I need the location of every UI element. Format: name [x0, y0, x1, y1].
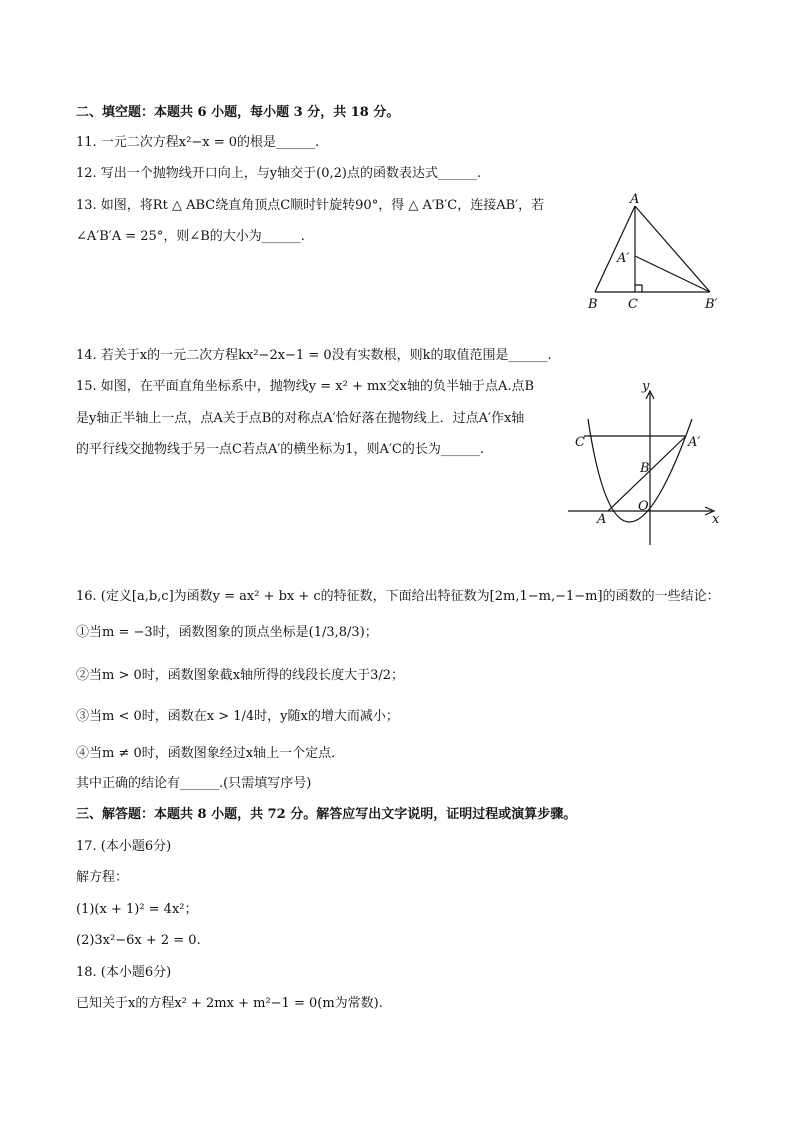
label-a-prime: A′: [688, 435, 701, 450]
question-15-line-3: 的平行线交抛物线于另一点C若点A′的横坐标为1，则A′C的长为______.: [76, 442, 484, 457]
question-17-prompt: 解方程：: [76, 870, 129, 885]
label-c: C: [575, 435, 585, 450]
question-16-conclusion-2: ②当m > 0时，函数图象截x轴所得的线段长度大于3/2；: [76, 668, 405, 683]
label-b: B: [588, 297, 598, 312]
edge-ab-prime: [635, 206, 710, 292]
question-17-part-1: (1)(x + 1)² = 4x²；: [76, 902, 198, 917]
section-3-heading: 三、解答题：本题共 8 小题，共 72 分。解答应写出文字说明，证明过程或演算步骤。: [76, 807, 577, 822]
question-15-line-1: 15. 如图，在平面直角坐标系中，抛物线y = x² + mx交x轴的负半轴于点A.点B: [76, 379, 535, 394]
right-angle-mark: [635, 285, 642, 292]
parabola-figure: [562, 375, 732, 555]
label-y: y: [642, 379, 650, 394]
label-a: A: [630, 192, 640, 207]
label-x: x: [712, 512, 720, 527]
question-16-intro: 16. (定义[a,b,c]为函数y = ax² + bx + c的特征数，下面给出特征数为[2m,1−m,−1−m]的函数的一些结论：: [76, 589, 720, 604]
section-2-heading: 二、填空题：本题共 6 小题，每小题 3 分，共 18 分。: [76, 105, 400, 120]
edge-ab: [595, 206, 635, 292]
triangle-figure: [580, 190, 730, 315]
label-o: O: [638, 499, 649, 514]
question-18-text: 已知关于x的方程x² + 2mx + m²−1 = 0(m为常数).: [76, 996, 383, 1011]
question-14: 14. 若关于x的一元二次方程kx²−2x−1 = 0没有实数根，则k的取值范围是______.: [76, 348, 552, 363]
label-c: C: [628, 297, 638, 312]
question-16-conclusion-3: ③当m < 0时，函数在x > 1/4时，y随x的增大而减小；: [76, 709, 399, 724]
question-17-title: 17. (本小题6分): [76, 839, 172, 854]
label-a-prime: A′: [617, 251, 630, 266]
question-16-conclusion-4: ④当m ≠ 0时，函数图象经过x轴上一个定点．: [76, 746, 345, 761]
question-13-line-1: 13. 如图，将Rt △ ABC绕直角顶点C顺时针旋转90°，得 △ A′B′C，连接AB′，若: [76, 198, 545, 213]
question-13-line-2: ∠A′B′A = 25°，则∠B的大小为______.: [76, 229, 305, 244]
question-15-line-2: 是y轴正半轴上一点，点A关于点B的对称点A′恰好落在抛物线上．过点A′作x轴: [76, 411, 525, 426]
question-16-conclusion-1: ①当m = −3时，函数图象的顶点坐标是(1/3,8/3)；: [76, 625, 378, 640]
question-12: 12. 写出一个抛物线开口向上，与y轴交于(0,2)点的函数表达式______.: [76, 166, 482, 181]
edge-a-prime-b-prime: [635, 256, 710, 292]
label-b-prime: B′: [705, 297, 718, 312]
question-16-answer: 其中正确的结论有______.(只需填写序号): [76, 776, 312, 791]
label-b: B: [640, 461, 650, 476]
question-17-part-2: (2)3x²−6x + 2 = 0.: [76, 933, 201, 948]
label-a: A: [597, 512, 607, 527]
question-11: 11. 一元二次方程x²−x = 0的根是______.: [76, 135, 320, 150]
question-18-title: 18. (本小题6分): [76, 965, 172, 980]
